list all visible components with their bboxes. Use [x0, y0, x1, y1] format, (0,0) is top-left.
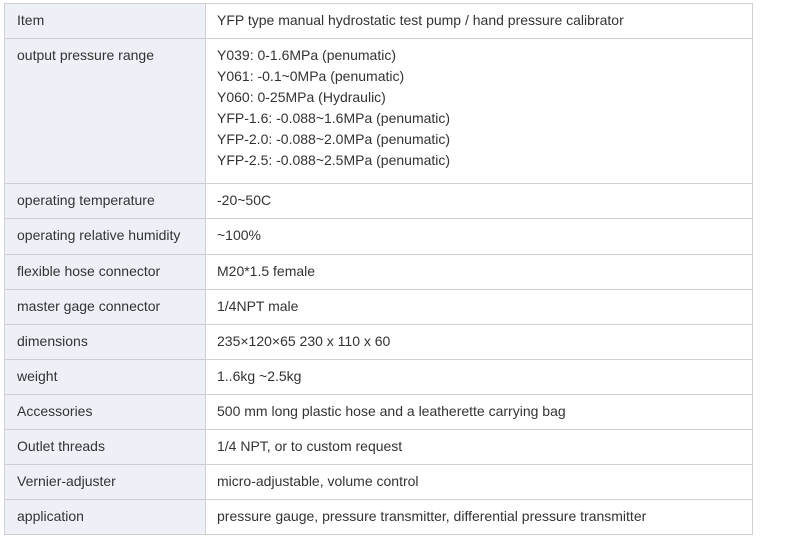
spec-label-flexible-hose-connector: flexible hose connector [5, 255, 206, 290]
table-row [5, 325, 753, 360]
spec-label-vernier-adjuster: Vernier-adjuster [5, 465, 206, 500]
spec-value-flexible-hose-connector: M20*1.5 female [206, 255, 753, 290]
spec-value-vernier-adjuster: micro-adjustable, volume control [206, 465, 753, 500]
spec-value-weight: 1..6kg ~2.5kg [206, 360, 753, 395]
pressure-range-line: Y060: 0-25MPa (Hydraulic) [217, 89, 386, 105]
spec-label-accessories: Accessories [5, 395, 206, 430]
spec-label-output-pressure-range: output pressure range [5, 39, 206, 184]
table-row [5, 184, 753, 219]
spec-value-operating-relative-humidity: ~100% [206, 219, 753, 255]
table-row [5, 255, 753, 290]
table-row [5, 219, 753, 255]
spec-value-master-gage-connector: 1/4NPT male [206, 290, 753, 325]
spec-label-item: Item [5, 4, 206, 39]
table-row [5, 360, 753, 395]
pressure-range-line: YFP-1.6: -0.088~1.6MPa (penumatic) [217, 110, 451, 126]
pressure-range-line: Y039: 0-1.6MPa (penumatic) [217, 47, 396, 63]
spec-value-application: pressure gauge, pressure transmitter, differential pressure transmitter [206, 500, 753, 535]
table-row [5, 500, 753, 535]
pressure-range-line: YFP-2.0: -0.088~2.0MPa (penumatic) [217, 131, 451, 147]
spec-value-item: YFP type manual hydrostatic test pump / hand pressure calibrator [206, 4, 753, 39]
specification-table [4, 3, 753, 535]
spec-value-accessories: 500 mm long plastic hose and a leatherette carrying bag [206, 395, 753, 430]
spec-label-operating-relative-humidity: operating relative humidity [5, 219, 206, 255]
table-row [5, 395, 753, 430]
table-row [5, 430, 753, 465]
spec-label-application: application [5, 500, 206, 535]
table-row [5, 39, 753, 184]
spec-label-weight: weight [5, 360, 206, 395]
table-row [5, 290, 753, 325]
spec-value-operating-temperature: -20~50C [206, 184, 753, 219]
spec-label-dimensions: dimensions [5, 325, 206, 360]
table-row [5, 4, 753, 39]
spec-label-outlet-threads: Outlet threads [5, 430, 206, 465]
spec-label-master-gage-connector: master gage connector [5, 290, 206, 325]
table-row [5, 465, 753, 500]
pressure-range-line: Y061: -0.1~0MPa (penumatic) [217, 68, 405, 84]
pressure-range-line: YFP-2.5: -0.088~2.5MPa (penumatic) [217, 152, 451, 168]
spec-value-outlet-threads: 1/4 NPT, or to custom request [206, 430, 753, 465]
spec-value-output-pressure-range [206, 39, 753, 184]
spec-label-operating-temperature: operating temperature [5, 184, 206, 219]
spec-value-dimensions: 235×120×65 230 x 110 x 60 [206, 325, 753, 360]
